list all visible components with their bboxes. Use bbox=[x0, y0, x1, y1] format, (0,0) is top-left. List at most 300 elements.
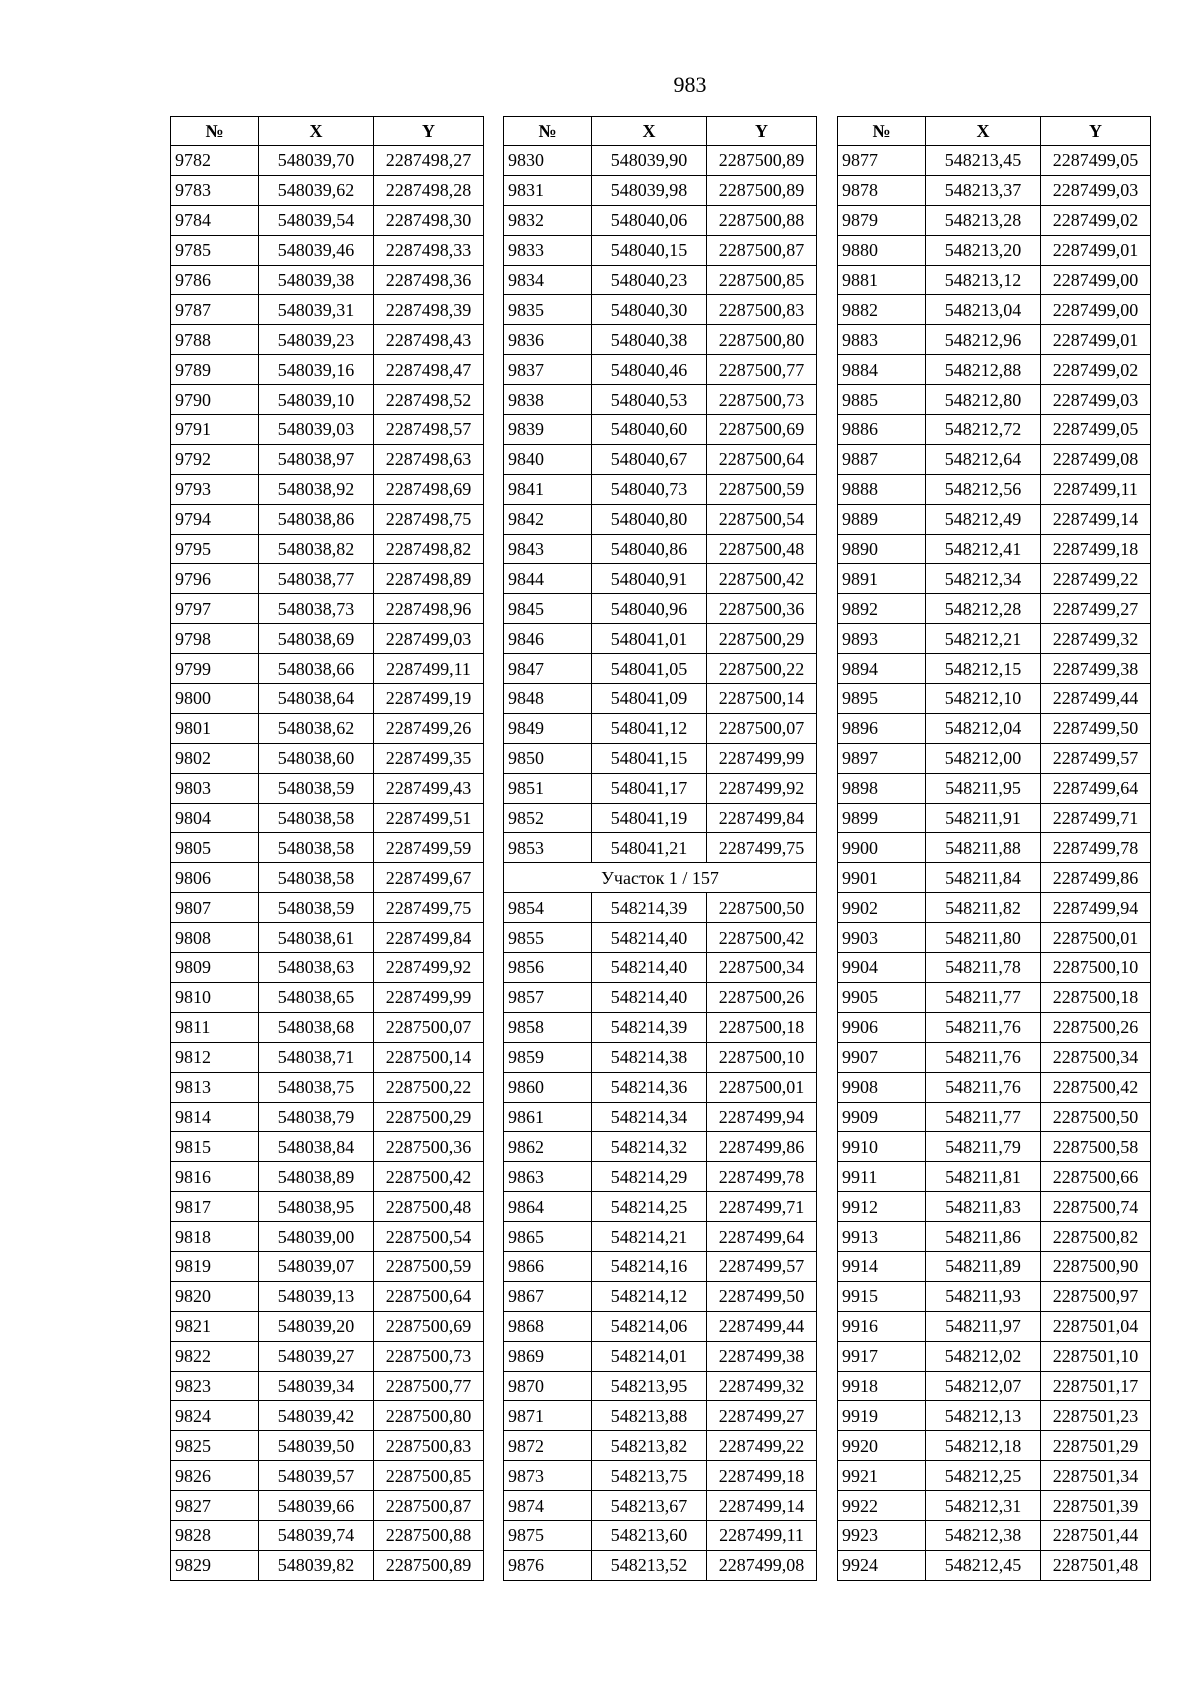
x-coordinate-cell: 548039,62 bbox=[259, 175, 374, 205]
table-row bbox=[504, 1102, 817, 1132]
x-coordinate-cell: 548212,28 bbox=[926, 594, 1041, 624]
table-row bbox=[838, 1132, 1151, 1162]
table-row bbox=[171, 863, 484, 893]
y-coordinate-cell: 2287499,38 bbox=[707, 1341, 817, 1371]
x-coordinate-cell: 548041,09 bbox=[592, 684, 707, 714]
y-coordinate-cell: 2287499,94 bbox=[707, 1102, 817, 1132]
table-row bbox=[838, 385, 1151, 415]
table-row bbox=[171, 1251, 484, 1281]
table-row bbox=[504, 355, 817, 385]
point-number-cell: 9806 bbox=[171, 863, 259, 893]
x-coordinate-cell: 548211,88 bbox=[926, 833, 1041, 863]
point-number-cell: 9804 bbox=[171, 803, 259, 833]
table-row bbox=[171, 713, 484, 743]
x-coordinate-cell: 548039,82 bbox=[259, 1550, 374, 1580]
y-coordinate-cell: 2287499,35 bbox=[374, 743, 484, 773]
table-row bbox=[838, 564, 1151, 594]
x-coordinate-cell: 548213,82 bbox=[592, 1431, 707, 1461]
y-coordinate-cell: 2287500,83 bbox=[707, 295, 817, 325]
x-coordinate-cell: 548038,59 bbox=[259, 773, 374, 803]
table-row bbox=[838, 175, 1151, 205]
table-row bbox=[171, 175, 484, 205]
table-row bbox=[838, 1461, 1151, 1491]
table-row bbox=[838, 1072, 1151, 1102]
table-row bbox=[504, 833, 817, 863]
x-coordinate-cell: 548040,60 bbox=[592, 415, 707, 445]
x-coordinate-cell: 548040,73 bbox=[592, 474, 707, 504]
table-row bbox=[171, 923, 484, 953]
x-coordinate-cell: 548212,21 bbox=[926, 624, 1041, 654]
point-number-cell: 9800 bbox=[171, 684, 259, 714]
x-coordinate-cell: 548038,58 bbox=[259, 863, 374, 893]
y-coordinate-cell: 2287500,59 bbox=[707, 474, 817, 504]
x-coordinate-cell: 548212,07 bbox=[926, 1371, 1041, 1401]
x-coordinate-cell: 548211,84 bbox=[926, 863, 1041, 893]
point-number-cell: 9799 bbox=[171, 654, 259, 684]
x-coordinate-cell: 548038,60 bbox=[259, 743, 374, 773]
table-row bbox=[171, 982, 484, 1012]
x-coordinate-cell: 548214,16 bbox=[592, 1251, 707, 1281]
x-coordinate-cell: 548038,71 bbox=[259, 1042, 374, 1072]
table-row bbox=[504, 684, 817, 714]
table-row bbox=[838, 982, 1151, 1012]
x-coordinate-cell: 548039,23 bbox=[259, 325, 374, 355]
y-coordinate-cell: 2287499,02 bbox=[1041, 205, 1151, 235]
point-number-cell: 9797 bbox=[171, 594, 259, 624]
point-number-cell: 9873 bbox=[504, 1461, 592, 1491]
x-coordinate-cell: 548211,76 bbox=[926, 1042, 1041, 1072]
x-coordinate-cell: 548211,91 bbox=[926, 803, 1041, 833]
column-header-number: № bbox=[171, 117, 259, 146]
y-coordinate-cell: 2287501,10 bbox=[1041, 1341, 1151, 1371]
point-number-cell: 9849 bbox=[504, 713, 592, 743]
table-row bbox=[838, 1281, 1151, 1311]
table-header-row bbox=[838, 117, 1151, 146]
point-number-cell: 9803 bbox=[171, 773, 259, 803]
y-coordinate-cell: 2287500,29 bbox=[707, 624, 817, 654]
x-coordinate-cell: 548213,45 bbox=[926, 146, 1041, 176]
point-number-cell: 9877 bbox=[838, 146, 926, 176]
x-coordinate-cell: 548040,80 bbox=[592, 504, 707, 534]
point-number-cell: 9891 bbox=[838, 564, 926, 594]
x-coordinate-cell: 548212,80 bbox=[926, 385, 1041, 415]
y-coordinate-cell: 2287501,04 bbox=[1041, 1311, 1151, 1341]
x-coordinate-cell: 548212,25 bbox=[926, 1461, 1041, 1491]
table-row bbox=[171, 953, 484, 983]
point-number-cell: 9883 bbox=[838, 325, 926, 355]
table-row bbox=[171, 265, 484, 295]
point-number-cell: 9812 bbox=[171, 1042, 259, 1072]
table-row bbox=[504, 325, 817, 355]
point-number-cell: 9894 bbox=[838, 654, 926, 684]
y-coordinate-cell: 2287500,10 bbox=[1041, 953, 1151, 983]
point-number-cell: 9836 bbox=[504, 325, 592, 355]
y-coordinate-cell: 2287499,44 bbox=[1041, 684, 1151, 714]
table-row bbox=[171, 803, 484, 833]
table-body bbox=[838, 146, 1151, 1581]
x-coordinate-cell: 548039,50 bbox=[259, 1431, 374, 1461]
table-row bbox=[171, 1341, 484, 1371]
point-number-cell: 9860 bbox=[504, 1072, 592, 1102]
point-number-cell: 9798 bbox=[171, 624, 259, 654]
point-number-cell: 9861 bbox=[504, 1102, 592, 1132]
x-coordinate-cell: 548211,79 bbox=[926, 1132, 1041, 1162]
table-row bbox=[504, 1251, 817, 1281]
point-number-cell: 9910 bbox=[838, 1132, 926, 1162]
point-number-cell: 9864 bbox=[504, 1192, 592, 1222]
table-row bbox=[838, 146, 1151, 176]
y-coordinate-cell: 2287499,78 bbox=[707, 1162, 817, 1192]
table-row bbox=[838, 743, 1151, 773]
table-row bbox=[171, 1311, 484, 1341]
table-row bbox=[171, 146, 484, 176]
point-number-cell: 9886 bbox=[838, 415, 926, 445]
point-number-cell: 9832 bbox=[504, 205, 592, 235]
y-coordinate-cell: 2287499,14 bbox=[707, 1491, 817, 1521]
point-number-cell: 9858 bbox=[504, 1012, 592, 1042]
table-row bbox=[838, 355, 1151, 385]
y-coordinate-cell: 2287501,44 bbox=[1041, 1520, 1151, 1550]
x-coordinate-cell: 548213,95 bbox=[592, 1371, 707, 1401]
table-header-row bbox=[504, 117, 817, 146]
y-coordinate-cell: 2287499,02 bbox=[1041, 355, 1151, 385]
point-number-cell: 9815 bbox=[171, 1132, 259, 1162]
x-coordinate-cell: 548039,27 bbox=[259, 1341, 374, 1371]
table-row bbox=[504, 385, 817, 415]
y-coordinate-cell: 2287498,75 bbox=[374, 504, 484, 534]
x-coordinate-cell: 548039,03 bbox=[259, 415, 374, 445]
x-coordinate-cell: 548212,88 bbox=[926, 355, 1041, 385]
point-number-cell: 9913 bbox=[838, 1222, 926, 1252]
table-row bbox=[171, 893, 484, 923]
table-row bbox=[171, 684, 484, 714]
y-coordinate-cell: 2287500,88 bbox=[374, 1520, 484, 1550]
y-coordinate-cell: 2287500,89 bbox=[374, 1550, 484, 1580]
x-coordinate-cell: 548041,21 bbox=[592, 833, 707, 863]
point-number-cell: 9834 bbox=[504, 265, 592, 295]
x-coordinate-cell: 548212,02 bbox=[926, 1341, 1041, 1371]
table-row bbox=[171, 1132, 484, 1162]
y-coordinate-cell: 2287499,03 bbox=[1041, 175, 1151, 205]
table-header-row bbox=[171, 117, 484, 146]
table-row bbox=[504, 893, 817, 923]
x-coordinate-cell: 548211,81 bbox=[926, 1162, 1041, 1192]
point-number-cell: 9785 bbox=[171, 235, 259, 265]
x-coordinate-cell: 548211,89 bbox=[926, 1251, 1041, 1281]
table-row bbox=[171, 355, 484, 385]
x-coordinate-cell: 548040,23 bbox=[592, 265, 707, 295]
table-row bbox=[838, 1311, 1151, 1341]
table-row bbox=[504, 474, 817, 504]
y-coordinate-cell: 2287498,52 bbox=[374, 385, 484, 415]
y-coordinate-cell: 2287500,54 bbox=[374, 1222, 484, 1252]
x-coordinate-cell: 548038,79 bbox=[259, 1102, 374, 1132]
x-coordinate-cell: 548040,06 bbox=[592, 205, 707, 235]
point-number-cell: 9907 bbox=[838, 1042, 926, 1072]
y-coordinate-cell: 2287499,86 bbox=[707, 1132, 817, 1162]
x-coordinate-cell: 548213,75 bbox=[592, 1461, 707, 1491]
x-coordinate-cell: 548212,10 bbox=[926, 684, 1041, 714]
point-number-cell: 9814 bbox=[171, 1102, 259, 1132]
x-coordinate-cell: 548211,86 bbox=[926, 1222, 1041, 1252]
y-coordinate-cell: 2287500,48 bbox=[374, 1192, 484, 1222]
y-coordinate-cell: 2287498,36 bbox=[374, 265, 484, 295]
x-coordinate-cell: 548212,18 bbox=[926, 1431, 1041, 1461]
y-coordinate-cell: 2287501,39 bbox=[1041, 1491, 1151, 1521]
x-coordinate-cell: 548214,32 bbox=[592, 1132, 707, 1162]
point-number-cell: 9875 bbox=[504, 1520, 592, 1550]
x-coordinate-cell: 548212,45 bbox=[926, 1550, 1041, 1580]
x-coordinate-cell: 548212,13 bbox=[926, 1401, 1041, 1431]
point-number-cell: 9919 bbox=[838, 1401, 926, 1431]
y-coordinate-cell: 2287498,96 bbox=[374, 594, 484, 624]
y-coordinate-cell: 2287498,43 bbox=[374, 325, 484, 355]
column-header-x: X bbox=[926, 117, 1041, 146]
point-number-cell: 9787 bbox=[171, 295, 259, 325]
y-coordinate-cell: 2287499,75 bbox=[374, 893, 484, 923]
table-row bbox=[504, 773, 817, 803]
table-row bbox=[504, 1072, 817, 1102]
point-number-cell: 9813 bbox=[171, 1072, 259, 1102]
point-number-cell: 9865 bbox=[504, 1222, 592, 1252]
x-coordinate-cell: 548212,38 bbox=[926, 1520, 1041, 1550]
table-row bbox=[504, 444, 817, 474]
point-number-cell: 9818 bbox=[171, 1222, 259, 1252]
x-coordinate-cell: 548213,20 bbox=[926, 235, 1041, 265]
table-row bbox=[504, 1042, 817, 1072]
column-header-x: X bbox=[259, 117, 374, 146]
point-number-cell: 9876 bbox=[504, 1550, 592, 1580]
x-coordinate-cell: 548040,86 bbox=[592, 534, 707, 564]
x-coordinate-cell: 548038,66 bbox=[259, 654, 374, 684]
coordinates-table-3 bbox=[837, 116, 1151, 1581]
x-coordinate-cell: 548039,10 bbox=[259, 385, 374, 415]
table-row bbox=[838, 474, 1151, 504]
y-coordinate-cell: 2287500,14 bbox=[374, 1042, 484, 1072]
y-coordinate-cell: 2287499,00 bbox=[1041, 295, 1151, 325]
point-number-cell: 9835 bbox=[504, 295, 592, 325]
table-row bbox=[838, 1341, 1151, 1371]
point-number-cell: 9830 bbox=[504, 146, 592, 176]
y-coordinate-cell: 2287499,32 bbox=[707, 1371, 817, 1401]
page-number: 983 bbox=[673, 72, 707, 97]
table-row bbox=[838, 534, 1151, 564]
table-row bbox=[838, 205, 1151, 235]
table-row bbox=[171, 1520, 484, 1550]
y-coordinate-cell: 2287499,59 bbox=[374, 833, 484, 863]
x-coordinate-cell: 548214,40 bbox=[592, 982, 707, 1012]
section-label: Участок 1 / 157 bbox=[504, 863, 817, 893]
point-number-cell: 9839 bbox=[504, 415, 592, 445]
point-number-cell: 9870 bbox=[504, 1371, 592, 1401]
x-coordinate-cell: 548214,40 bbox=[592, 923, 707, 953]
point-number-cell: 9888 bbox=[838, 474, 926, 504]
table-row bbox=[171, 654, 484, 684]
y-coordinate-cell: 2287499,57 bbox=[707, 1251, 817, 1281]
x-coordinate-cell: 548038,62 bbox=[259, 713, 374, 743]
point-number-cell: 9852 bbox=[504, 803, 592, 833]
y-coordinate-cell: 2287500,54 bbox=[707, 504, 817, 534]
table-row bbox=[504, 743, 817, 773]
table-row bbox=[838, 1491, 1151, 1521]
y-coordinate-cell: 2287499,64 bbox=[1041, 773, 1151, 803]
x-coordinate-cell: 548038,68 bbox=[259, 1012, 374, 1042]
y-coordinate-cell: 2287499,50 bbox=[1041, 713, 1151, 743]
y-coordinate-cell: 2287499,00 bbox=[1041, 265, 1151, 295]
point-number-cell: 9855 bbox=[504, 923, 592, 953]
point-number-cell: 9805 bbox=[171, 833, 259, 863]
x-coordinate-cell: 548041,15 bbox=[592, 743, 707, 773]
table-row bbox=[171, 1431, 484, 1461]
table-row bbox=[504, 564, 817, 594]
table-row bbox=[504, 982, 817, 1012]
point-number-cell: 9899 bbox=[838, 803, 926, 833]
y-coordinate-cell: 2287498,27 bbox=[374, 146, 484, 176]
table-row bbox=[504, 146, 817, 176]
point-number-cell: 9884 bbox=[838, 355, 926, 385]
point-number-cell: 9862 bbox=[504, 1132, 592, 1162]
y-coordinate-cell: 2287500,18 bbox=[707, 1012, 817, 1042]
x-coordinate-cell: 548211,95 bbox=[926, 773, 1041, 803]
y-coordinate-cell: 2287500,26 bbox=[1041, 1012, 1151, 1042]
y-coordinate-cell: 2287500,90 bbox=[1041, 1251, 1151, 1281]
y-coordinate-cell: 2287499,38 bbox=[1041, 654, 1151, 684]
y-coordinate-cell: 2287500,80 bbox=[707, 325, 817, 355]
y-coordinate-cell: 2287499,75 bbox=[707, 833, 817, 863]
table-row bbox=[171, 1371, 484, 1401]
point-number-cell: 9784 bbox=[171, 205, 259, 235]
table-row bbox=[838, 594, 1151, 624]
point-number-cell: 9914 bbox=[838, 1251, 926, 1281]
point-number-cell: 9848 bbox=[504, 684, 592, 714]
x-coordinate-cell: 548040,38 bbox=[592, 325, 707, 355]
x-coordinate-cell: 548038,97 bbox=[259, 444, 374, 474]
y-coordinate-cell: 2287500,14 bbox=[707, 684, 817, 714]
y-coordinate-cell: 2287498,30 bbox=[374, 205, 484, 235]
x-coordinate-cell: 548041,19 bbox=[592, 803, 707, 833]
y-coordinate-cell: 2287499,14 bbox=[1041, 504, 1151, 534]
x-coordinate-cell: 548039,42 bbox=[259, 1401, 374, 1431]
table-row bbox=[838, 444, 1151, 474]
y-coordinate-cell: 2287499,27 bbox=[1041, 594, 1151, 624]
y-coordinate-cell: 2287499,26 bbox=[374, 713, 484, 743]
y-coordinate-cell: 2287498,69 bbox=[374, 474, 484, 504]
point-number-cell: 9851 bbox=[504, 773, 592, 803]
table-row bbox=[504, 624, 817, 654]
y-coordinate-cell: 2287499,32 bbox=[1041, 624, 1151, 654]
y-coordinate-cell: 2287498,63 bbox=[374, 444, 484, 474]
y-coordinate-cell: 2287499,11 bbox=[374, 654, 484, 684]
point-number-cell: 9843 bbox=[504, 534, 592, 564]
table-row bbox=[838, 684, 1151, 714]
y-coordinate-cell: 2287499,64 bbox=[707, 1222, 817, 1252]
x-coordinate-cell: 548038,69 bbox=[259, 624, 374, 654]
x-coordinate-cell: 548038,77 bbox=[259, 564, 374, 594]
y-coordinate-cell: 2287499,99 bbox=[374, 982, 484, 1012]
table-row bbox=[838, 1520, 1151, 1550]
x-coordinate-cell: 548038,61 bbox=[259, 923, 374, 953]
y-coordinate-cell: 2287499,78 bbox=[1041, 833, 1151, 863]
point-number-cell: 9833 bbox=[504, 235, 592, 265]
point-number-cell: 9869 bbox=[504, 1341, 592, 1371]
x-coordinate-cell: 548039,54 bbox=[259, 205, 374, 235]
point-number-cell: 9796 bbox=[171, 564, 259, 594]
x-coordinate-cell: 548213,67 bbox=[592, 1491, 707, 1521]
point-number-cell: 9808 bbox=[171, 923, 259, 953]
point-number-cell: 9868 bbox=[504, 1311, 592, 1341]
y-coordinate-cell: 2287499,43 bbox=[374, 773, 484, 803]
x-coordinate-cell: 548038,84 bbox=[259, 1132, 374, 1162]
point-number-cell: 9789 bbox=[171, 355, 259, 385]
point-number-cell: 9846 bbox=[504, 624, 592, 654]
table-row bbox=[171, 1401, 484, 1431]
table-row bbox=[504, 1431, 817, 1461]
point-number-cell: 9922 bbox=[838, 1491, 926, 1521]
x-coordinate-cell: 548041,01 bbox=[592, 624, 707, 654]
table-row bbox=[171, 1491, 484, 1521]
point-number-cell: 9783 bbox=[171, 175, 259, 205]
y-coordinate-cell: 2287500,69 bbox=[374, 1311, 484, 1341]
y-coordinate-cell: 2287500,74 bbox=[1041, 1192, 1151, 1222]
point-number-cell: 9788 bbox=[171, 325, 259, 355]
table-row bbox=[171, 474, 484, 504]
y-coordinate-cell: 2287500,10 bbox=[707, 1042, 817, 1072]
x-coordinate-cell: 548212,34 bbox=[926, 564, 1041, 594]
point-number-cell: 9904 bbox=[838, 953, 926, 983]
y-coordinate-cell: 2287500,22 bbox=[374, 1072, 484, 1102]
point-number-cell: 9786 bbox=[171, 265, 259, 295]
table-row bbox=[171, 833, 484, 863]
x-coordinate-cell: 548213,52 bbox=[592, 1550, 707, 1580]
y-coordinate-cell: 2287500,66 bbox=[1041, 1162, 1151, 1192]
y-coordinate-cell: 2287499,50 bbox=[707, 1281, 817, 1311]
point-number-cell: 9866 bbox=[504, 1251, 592, 1281]
x-coordinate-cell: 548212,31 bbox=[926, 1491, 1041, 1521]
table-row bbox=[838, 1102, 1151, 1132]
x-coordinate-cell: 548038,58 bbox=[259, 833, 374, 863]
table-row bbox=[171, 1281, 484, 1311]
y-coordinate-cell: 2287500,87 bbox=[707, 235, 817, 265]
point-number-cell: 9892 bbox=[838, 594, 926, 624]
table-row bbox=[504, 654, 817, 684]
y-coordinate-cell: 2287499,05 bbox=[1041, 415, 1151, 445]
table-row bbox=[504, 205, 817, 235]
point-number-cell: 9908 bbox=[838, 1072, 926, 1102]
point-number-cell: 9827 bbox=[171, 1491, 259, 1521]
table-row bbox=[171, 773, 484, 803]
table-row bbox=[504, 1222, 817, 1252]
table-row bbox=[504, 534, 817, 564]
table-row bbox=[504, 1192, 817, 1222]
table-row bbox=[838, 1431, 1151, 1461]
y-coordinate-cell: 2287499,71 bbox=[1041, 803, 1151, 833]
point-number-cell: 9917 bbox=[838, 1341, 926, 1371]
y-coordinate-cell: 2287500,07 bbox=[374, 1012, 484, 1042]
y-coordinate-cell: 2287500,42 bbox=[374, 1162, 484, 1192]
x-coordinate-cell: 548214,39 bbox=[592, 893, 707, 923]
table-row bbox=[838, 1550, 1151, 1580]
table-row bbox=[171, 444, 484, 474]
point-number-cell: 9880 bbox=[838, 235, 926, 265]
point-number-cell: 9811 bbox=[171, 1012, 259, 1042]
y-coordinate-cell: 2287500,01 bbox=[1041, 923, 1151, 953]
table-row bbox=[838, 1251, 1151, 1281]
y-coordinate-cell: 2287500,80 bbox=[374, 1401, 484, 1431]
table-row bbox=[504, 235, 817, 265]
point-number-cell: 9889 bbox=[838, 504, 926, 534]
x-coordinate-cell: 548214,06 bbox=[592, 1311, 707, 1341]
x-coordinate-cell: 548038,95 bbox=[259, 1192, 374, 1222]
